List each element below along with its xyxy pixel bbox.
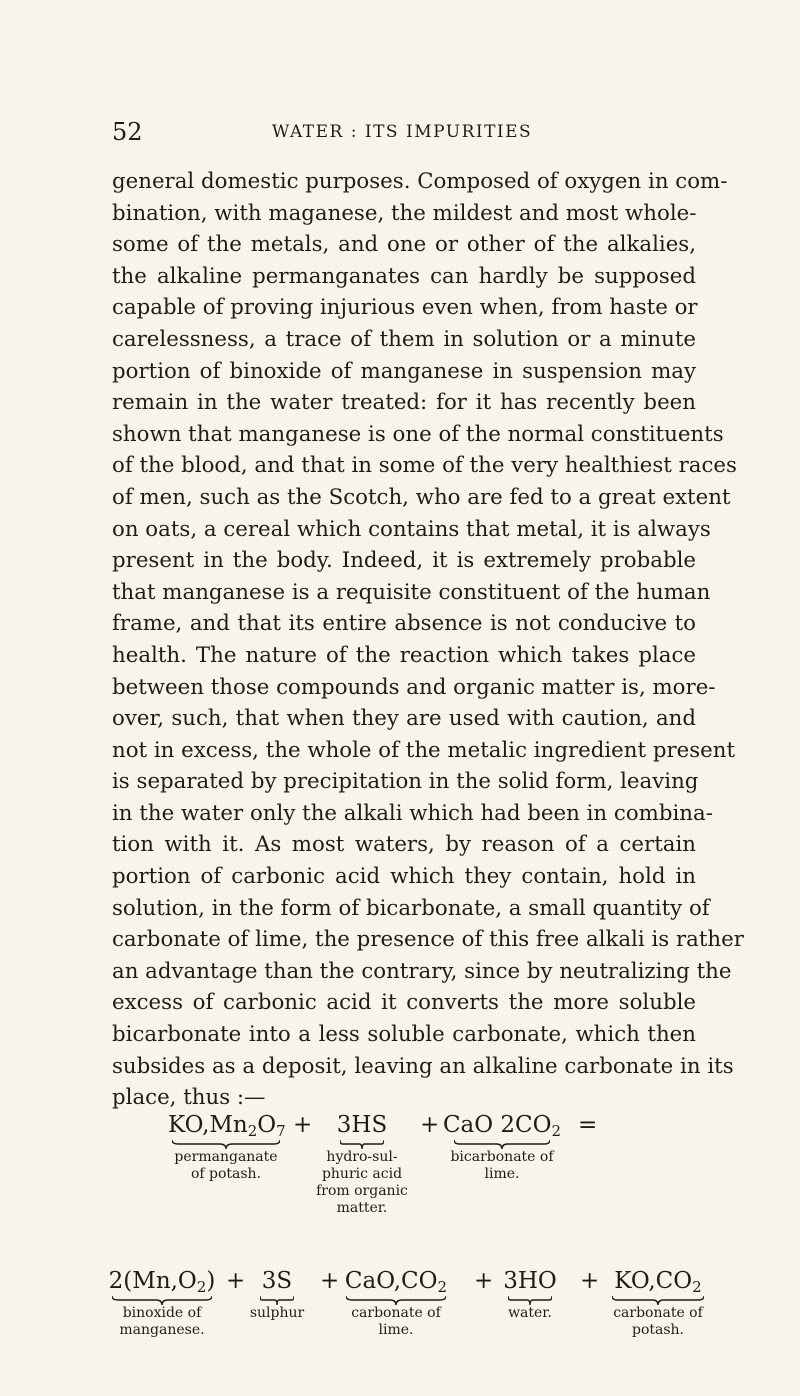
term-caption: lime. bbox=[378, 1322, 414, 1338]
text-line: subsides as a deposit, leaving an alkaline carbonate in its bbox=[112, 1053, 734, 1079]
underbrace bbox=[508, 1295, 552, 1305]
chemical-formula: $KO,CO_2$ bbox=[614, 1268, 702, 1296]
plus-sign: + bbox=[226, 1268, 246, 1294]
page-number: 52 bbox=[112, 118, 143, 146]
term-caption: matter. bbox=[336, 1200, 388, 1216]
body-paragraph bbox=[112, 166, 744, 1114]
text-line: that manganese is a requisite constituent of the human bbox=[112, 579, 711, 605]
equation-term bbox=[600, 1268, 716, 1339]
text-line: shown that manganese is one of the normal constituents bbox=[112, 421, 724, 447]
plus-sign: + bbox=[293, 1112, 313, 1138]
text-line: health. The nature of the reaction which takes place bbox=[112, 642, 696, 668]
term-caption: of potash. bbox=[190, 1166, 262, 1182]
text-line: bicarbonate into a less soluble carbonate, which then bbox=[112, 1022, 696, 1048]
plus-sign: + bbox=[474, 1268, 494, 1294]
equation-term bbox=[338, 1268, 454, 1339]
equation-term bbox=[168, 1112, 284, 1183]
page-header bbox=[112, 118, 692, 148]
text-line: general domestic purposes. Composed of oxygen in com- bbox=[112, 169, 728, 194]
term-caption: binoxide of bbox=[122, 1305, 202, 1321]
equation-term bbox=[494, 1268, 566, 1322]
running-head: WATER : ITS IMPURITIES bbox=[271, 122, 533, 142]
chemical-formula: CaO $2CO_2$ bbox=[442, 1112, 562, 1140]
equals-sign: = bbox=[578, 1112, 598, 1138]
term-caption: from organic bbox=[316, 1183, 408, 1199]
underbrace bbox=[454, 1139, 550, 1149]
text-line: frame, and that its entire absence is not conducive to bbox=[112, 611, 696, 637]
text-line: capable of proving injurious even when, from haste or bbox=[112, 295, 698, 321]
text-line: carbonate of lime, the presence of this free alkali is rather bbox=[112, 927, 744, 953]
term-caption: hydro-sul- bbox=[326, 1149, 398, 1165]
text-line: of men, such as the Scotch, who are fed to a great extent bbox=[112, 484, 731, 510]
plus-sign: + bbox=[420, 1112, 440, 1138]
term-caption: carbonate of bbox=[351, 1305, 441, 1321]
underbrace bbox=[112, 1295, 212, 1305]
equation-term bbox=[108, 1268, 216, 1339]
term-caption: manganese. bbox=[119, 1322, 205, 1338]
term-caption: potash. bbox=[631, 1322, 684, 1338]
term-caption: lime. bbox=[484, 1166, 520, 1182]
text-line: some of the metals, and one or other of the alkalies, bbox=[112, 232, 696, 258]
text-line: between those compounds and organic matter is, more- bbox=[112, 674, 716, 700]
chemical-formula: $CaO,CO_2$ bbox=[344, 1268, 448, 1296]
term-caption: carbonate of bbox=[613, 1305, 703, 1321]
underbrace bbox=[346, 1295, 446, 1305]
term-caption: sulphur bbox=[249, 1305, 305, 1321]
equation-term bbox=[310, 1112, 414, 1217]
term-caption: water. bbox=[508, 1305, 552, 1321]
text-line: over, such, that when they are used with caution, and bbox=[112, 706, 696, 732]
chemical-formula: 3HO bbox=[503, 1268, 557, 1294]
chemical-formula: 3HS bbox=[336, 1112, 388, 1138]
plus-sign: + bbox=[580, 1268, 600, 1294]
equation-term bbox=[242, 1268, 312, 1322]
chemical-formula: $2(Mn,O_2)$ bbox=[108, 1268, 216, 1296]
term-caption: bicarbonate of bbox=[450, 1149, 554, 1165]
text-line: solution, in the form of bicarbonate, a small quantity of bbox=[112, 895, 710, 921]
text-line: portion of carbonic acid which they contain, hold in bbox=[112, 864, 696, 890]
underbrace bbox=[172, 1139, 280, 1149]
text-line: remain in the water treated: for it has recently been bbox=[112, 390, 696, 416]
chemical-formula: 3S bbox=[261, 1268, 293, 1294]
text-line: present in the body. Indeed, it is extremely probable bbox=[112, 548, 696, 574]
text-line: portion of binoxide of manganese in suspension may bbox=[112, 358, 696, 384]
text-line: the alkaline permanganates can hardly be supposed bbox=[112, 263, 696, 289]
term-caption: phuric acid bbox=[321, 1166, 403, 1182]
text-line: not in excess, the whole of the metalic ingredient present bbox=[112, 737, 736, 763]
text-line: on oats, a cereal which contains that metal, it is always bbox=[112, 516, 711, 542]
term-caption: permanganate bbox=[174, 1149, 278, 1165]
text-line: in the water only the alkali which had been in combina- bbox=[112, 800, 713, 826]
text-line: an advantage than the contrary, since by neutralizing the bbox=[112, 958, 732, 984]
text-line: carelessness, a trace of them in solution or a minute bbox=[112, 326, 696, 352]
underbrace bbox=[612, 1295, 704, 1305]
text-line: place, thus :— bbox=[112, 1085, 266, 1111]
plus-sign: + bbox=[320, 1268, 340, 1294]
chemical-formula: $KO,Mn_2O_7$ bbox=[168, 1112, 286, 1140]
underbrace bbox=[340, 1139, 384, 1149]
text-line: excess of carbonic acid it converts the more soluble bbox=[112, 990, 696, 1016]
equation-term bbox=[440, 1112, 564, 1183]
underbrace bbox=[260, 1295, 294, 1305]
text-line: tion with it. As most waters, by reason of a certain bbox=[112, 832, 696, 858]
text-line: of the blood, and that in some of the very healthiest races bbox=[112, 453, 737, 479]
text-line: is separated by precipitation in the solid form, leaving bbox=[112, 769, 699, 795]
text-line: bination, with maganese, the mildest and most whole- bbox=[112, 200, 697, 226]
